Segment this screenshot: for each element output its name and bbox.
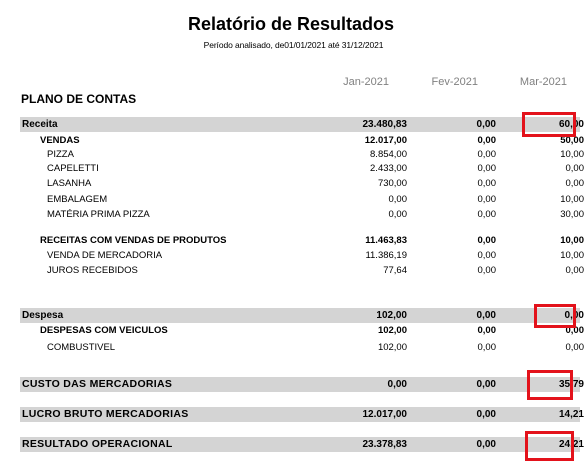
row-label: MATÉRIA PRIMA PIZZA: [47, 209, 150, 220]
column-header-fev: Fev-2021: [431, 76, 478, 88]
value-fev: 0,00: [476, 439, 496, 450]
row-despesas-veiculos: [20, 324, 584, 338]
value-fev: 0,00: [477, 194, 496, 205]
value-jan: 8.854,00: [370, 149, 407, 160]
column-header-jan: Jan-2021: [343, 76, 389, 88]
row-custo-mercadorias: [20, 377, 584, 392]
value-jan: 11.463,83: [365, 235, 407, 246]
value-fev: 0,00: [476, 310, 496, 321]
row-label: VENDAS: [40, 135, 80, 146]
value-jan: 77,64: [383, 265, 407, 276]
report-title: Relatório de Resultados: [187, 14, 395, 34]
value-jan: 23.480,83: [362, 119, 407, 130]
row-label: Receita: [22, 119, 58, 130]
value-jan: 102,00: [377, 342, 407, 353]
value-fev: 0,00: [477, 135, 496, 146]
row-label: VENDA DE MERCADORIA: [47, 250, 163, 261]
row-label: RECEITAS COM VENDAS DE PRODUTOS: [40, 235, 227, 246]
value-fev: 0,00: [477, 325, 496, 336]
value-fev: 0,00: [477, 149, 496, 160]
value-fev: 0,00: [477, 250, 496, 261]
row-lasanha: [20, 177, 584, 191]
value-fev: 0,00: [477, 265, 496, 276]
row-label: CUSTO DAS MERCADORIAS: [22, 378, 173, 390]
value-fev: 0,00: [477, 209, 496, 220]
value-fev: 0,00: [477, 163, 496, 174]
value-fev: 0,00: [476, 409, 496, 420]
row-receita: [20, 117, 584, 132]
row-label: PIZZA: [47, 149, 74, 160]
row-label: RESULTADO OPERACIONAL: [22, 438, 173, 450]
row-combustivel: [20, 341, 584, 355]
value-mar: 0,00: [565, 325, 584, 336]
value-mar: 0,00: [565, 163, 584, 174]
value-jan: 102,00: [376, 310, 407, 321]
row-resultado-operacional: [20, 437, 584, 452]
value-jan: 12.017,00: [362, 409, 407, 420]
value-jan: 102,00: [377, 325, 407, 336]
value-mar: 60,00: [558, 119, 584, 130]
row-capeletti: [20, 162, 584, 176]
value-mar: 0,00: [564, 310, 584, 321]
value-jan: 0,00: [388, 194, 407, 205]
value-mar: 50,00: [560, 135, 584, 146]
row-materia-prima-pizza: [20, 208, 584, 222]
value-fev: 0,00: [476, 379, 496, 390]
highlight-box-custo-mar: [527, 370, 573, 400]
value-mar: 10,00: [560, 235, 584, 246]
row-label: JUROS RECEBIDOS: [47, 265, 138, 276]
row-embalagem: [20, 193, 584, 207]
value-jan: 0,00: [387, 379, 407, 390]
highlight-box-receita-mar: [522, 112, 576, 137]
row-receitas-vendas-produtos: [20, 234, 584, 248]
value-mar: 0,00: [565, 178, 584, 189]
row-label: EMBALAGEM: [47, 194, 108, 205]
row-despesa: [20, 308, 584, 323]
value-mar: 30,00: [560, 209, 584, 220]
value-fev: 0,00: [477, 342, 496, 353]
value-mar: 10,00: [560, 250, 584, 261]
value-mar: 0,00: [565, 265, 584, 276]
value-fev: 0,00: [476, 119, 496, 130]
value-jan: 12.017,00: [364, 135, 407, 146]
row-lucro-bruto: [20, 407, 584, 422]
value-jan: 730,00: [377, 178, 407, 189]
row-label: LUCRO BRUTO MERCADORIAS: [22, 408, 189, 420]
value-jan: 0,00: [388, 209, 407, 220]
value-mar: 10,00: [560, 149, 584, 160]
account-plan-heading: PLANO DE CONTAS: [21, 92, 137, 106]
highlight-box-despesa-mar: [534, 304, 576, 328]
report-period: Período analisado, de01/01/2021 até 31/12/2021: [203, 40, 384, 50]
highlight-box-resultado-mar: [525, 431, 574, 461]
value-mar: 35,79: [558, 379, 584, 390]
row-venda-mercadoria: [20, 249, 584, 263]
row-juros-recebidos: [20, 264, 584, 278]
row-label: Despesa: [22, 310, 64, 321]
value-jan: 11.386,19: [365, 250, 407, 261]
value-jan: 2.433,00: [370, 163, 407, 174]
value-mar: 10,00: [560, 194, 584, 205]
value-fev: 0,00: [477, 178, 496, 189]
column-header-mar: Mar-2021: [519, 76, 567, 88]
value-fev: 0,00: [477, 235, 496, 246]
value-mar: 14,21: [558, 409, 584, 420]
row-vendas: [20, 134, 584, 148]
row-label: DESPESAS COM VEICULOS: [40, 325, 168, 336]
row-label: LASANHA: [47, 178, 92, 189]
value-jan: 23.378,83: [362, 439, 407, 450]
row-pizza: [20, 148, 584, 162]
value-mar: 24,21: [558, 439, 584, 450]
row-label: COMBUSTIVEL: [47, 342, 116, 353]
row-label: CAPELETTI: [47, 163, 99, 174]
value-mar: 0,00: [565, 342, 584, 353]
